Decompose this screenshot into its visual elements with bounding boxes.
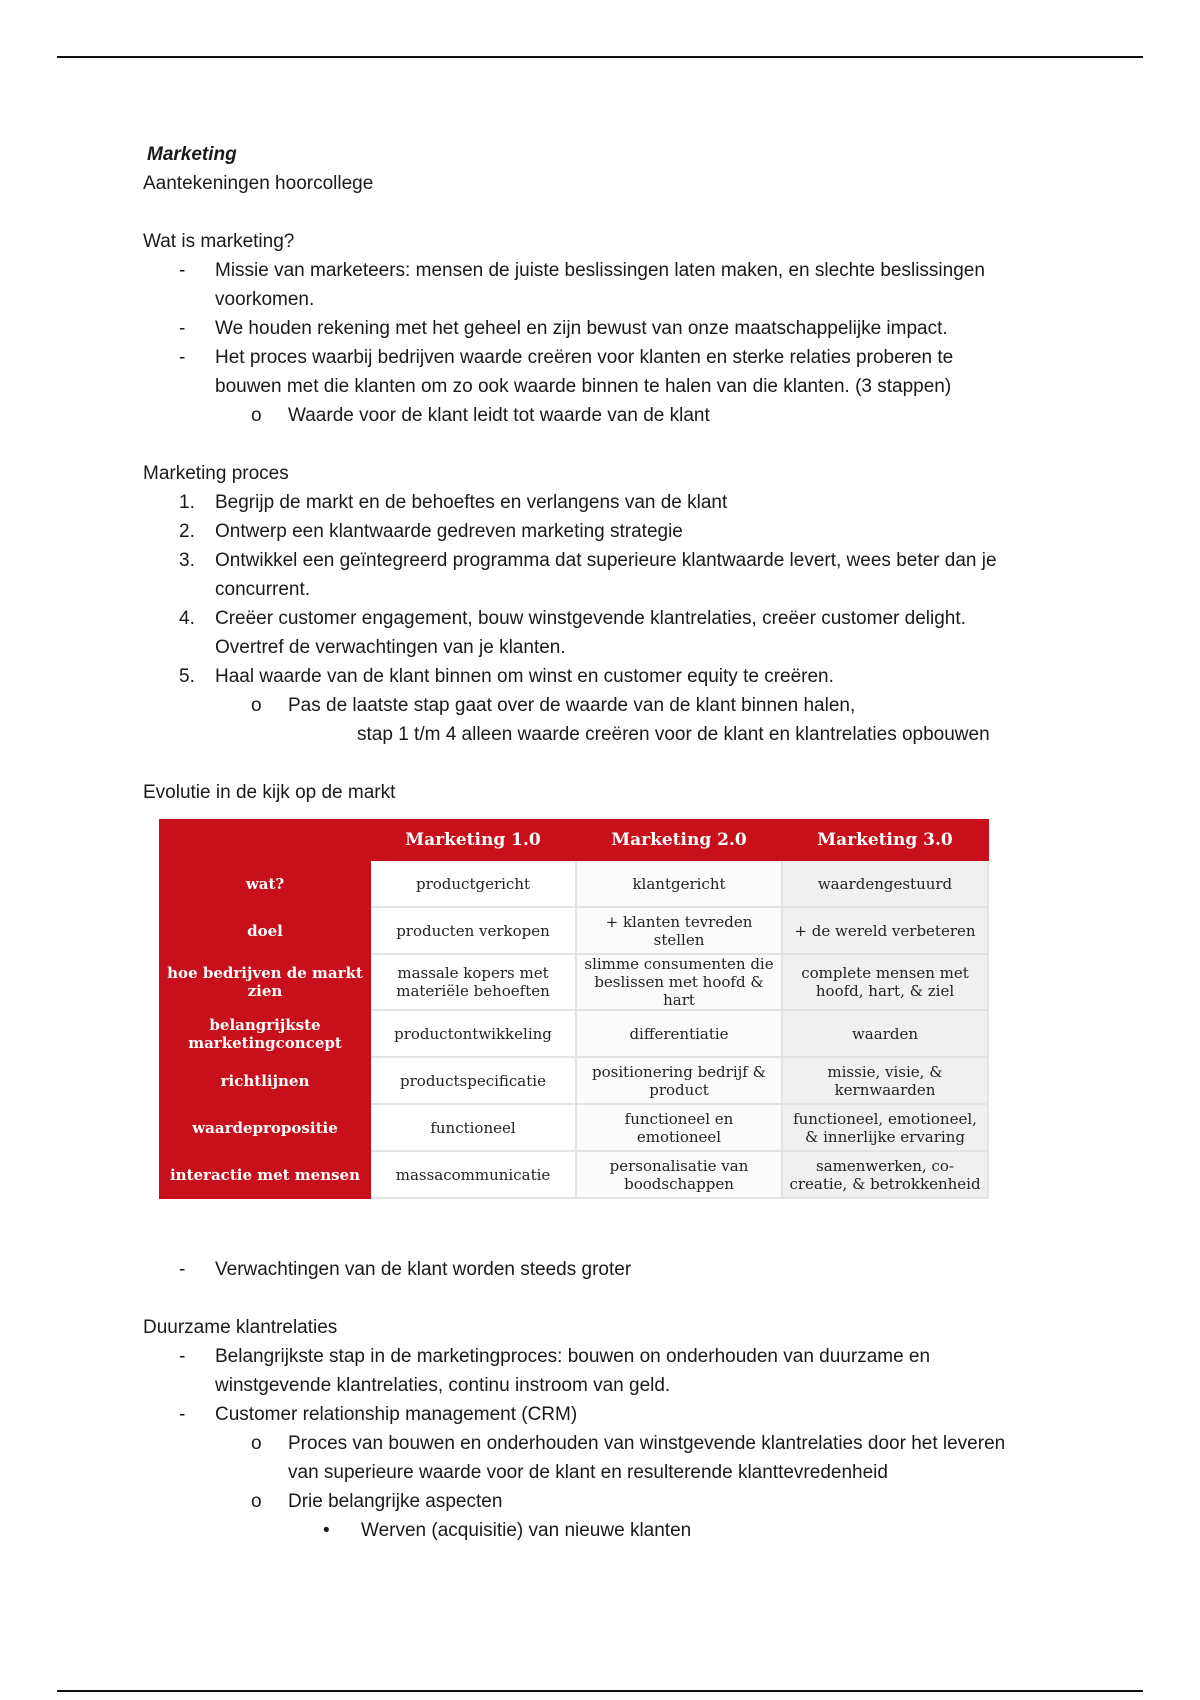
- dot-bullet: •: [323, 1520, 330, 1541]
- circle-bullet: o: [251, 695, 262, 716]
- column-header: Marketing 2.0: [576, 820, 782, 860]
- table-cell: missie, visie, & kernwaarden: [782, 1057, 988, 1104]
- table-cell: klantgericht: [576, 860, 782, 907]
- table-row: [160, 1010, 988, 1057]
- table-cell: waardengestuurd: [782, 860, 988, 907]
- column-header: Marketing 3.0: [782, 820, 988, 860]
- table-cell: functioneel, emotioneel, & innerlijke ervaring: [782, 1104, 988, 1151]
- list-item: - Customer relationship management (CRM): [143, 1400, 1083, 1429]
- row-label: waardepropositie: [160, 1104, 370, 1151]
- numbered-item: 3. Ontwikkel een geïntegreerd programma dat superieure klantwaarde levert, wees beter dan je concurrent.: [179, 550, 997, 600]
- table-cell: + de wereld verbeteren: [782, 907, 988, 954]
- list-item: - Missie van marketeers: mensen de juiste beslissingen laten maken, en slechte beslissingen voorkomen.: [143, 256, 1083, 314]
- dash-bullet: -: [179, 1259, 186, 1280]
- row-label: richtlijnen: [160, 1057, 370, 1104]
- list-item: - We houden rekening met het geheel en zijn bewust van onze maatschappelijke impact.: [143, 314, 1083, 343]
- section-heading-wat-is-marketing: Wat is marketing?: [143, 231, 295, 252]
- section-heading-evolutie: Evolutie in de kijk op de markt: [143, 782, 396, 803]
- page-title: Marketing: [147, 144, 237, 165]
- dash-bullet: -: [179, 347, 186, 368]
- table-cell: massacommunicatie: [370, 1151, 576, 1198]
- list-item: - Het proces waarbij bedrijven waarde creëren voor klanten en sterke relaties proberen te bouwen met die klanten om zo ook waarde binnen te halen van die klanten. (3 stappen): [143, 343, 1083, 401]
- header-rule: [57, 56, 1143, 58]
- table-cell: complete mensen met hoofd, hart, & ziel: [782, 954, 988, 1010]
- sub-list-item: o Waarde voor de klant leidt tot waarde van de klant: [143, 401, 1083, 430]
- marketing-evolution-table: [159, 819, 989, 1199]
- dash-bullet: -: [179, 260, 186, 281]
- sub-list-continuation: stap 1 t/m 4 alleen waarde creëren voor de klant en klantrelaties opbouwen: [357, 724, 990, 745]
- numbered-item: 4. Creëer customer engagement, bouw winstgevende klantrelaties, creëer customer delight. Overtref de verwachtingen van je klanten.: [179, 608, 966, 658]
- list-item: - Belangrijkste stap in de marketingproces: bouwen on onderhouden van duurzame en winstgevende klantrelaties, continu instroom van geld.: [143, 1342, 1083, 1400]
- section-heading-marketing-proces: Marketing proces: [143, 463, 289, 484]
- numbered-item: 2. Ontwerp een klantwaarde gedreven marketing strategie: [179, 521, 683, 542]
- page-subtitle: Aantekeningen hoorcollege: [143, 173, 374, 194]
- spacer: [143, 1199, 1083, 1255]
- table-cell: differentiatie: [576, 1010, 782, 1057]
- dash-bullet: -: [179, 318, 186, 339]
- table-row: [160, 1104, 988, 1151]
- numbered-item: 5. Haal waarde van de klant binnen om winst en customer equity te creëren.: [179, 666, 834, 687]
- sub-list-item: o Drie belangrijke aspecten: [143, 1487, 1083, 1516]
- table-cell: + klanten tevreden stellen: [576, 907, 782, 954]
- table-cell: slimme consumenten die beslissen met hoofd & hart: [576, 954, 782, 1010]
- numbered-item: 1. Begrijp de markt en de behoeftes en verlangens van de klant: [179, 492, 728, 513]
- sub-list-item: o Proces van bouwen en onderhouden van winstgevende klantrelaties door het leveren van superieure waarde voor de klant en resulterende klanttevredenheid: [143, 1429, 1083, 1487]
- table-cell: productgericht: [370, 860, 576, 907]
- table-cell: personalisatie van boodschappen: [576, 1151, 782, 1198]
- section-heading-duurzame-klantrelaties: Duurzame klantrelaties: [143, 1317, 338, 1338]
- footer-rule: [57, 1690, 1143, 1692]
- document-body: [143, 140, 1083, 1545]
- table-cell: samenwerken, co-creatie, & betrokkenheid: [782, 1151, 988, 1198]
- row-label: belangrijkste marketingconcept: [160, 1010, 370, 1057]
- circle-bullet: o: [251, 1491, 262, 1512]
- table-row: [160, 954, 988, 1010]
- row-label: hoe bedrijven de markt zien: [160, 954, 370, 1010]
- row-label: doel: [160, 907, 370, 954]
- column-header: Marketing 1.0: [370, 820, 576, 860]
- table-cell: productspecificatie: [370, 1057, 576, 1104]
- table-cell: producten verkopen: [370, 907, 576, 954]
- sub-sub-list-item: • Werven (acquisitie) van nieuwe klanten: [143, 1516, 1083, 1545]
- table-cell: massale kopers met materiële behoeften: [370, 954, 576, 1010]
- table-row: [160, 1057, 988, 1104]
- sub-list-item: o Pas de laatste stap gaat over de waarde van de klant binnen halen,: [143, 691, 1083, 720]
- table-cell: functioneel en emotioneel: [576, 1104, 782, 1151]
- table-cell: productontwikkeling: [370, 1010, 576, 1057]
- dash-bullet: -: [179, 1346, 186, 1367]
- circle-bullet: o: [251, 1433, 262, 1454]
- table-corner-cell: [160, 820, 370, 860]
- list-item: - Verwachtingen van de klant worden steeds groter: [143, 1255, 1083, 1284]
- table-cell: waarden: [782, 1010, 988, 1057]
- dash-bullet: -: [179, 1404, 186, 1425]
- table-cell: positionering bedrijf & product: [576, 1057, 782, 1104]
- table-row: [160, 907, 988, 954]
- table-cell: functioneel: [370, 1104, 576, 1151]
- row-label: wat?: [160, 860, 370, 907]
- table-row: [160, 860, 988, 907]
- circle-bullet: o: [251, 405, 262, 426]
- table-row: [160, 1151, 988, 1198]
- row-label: interactie met mensen: [160, 1151, 370, 1198]
